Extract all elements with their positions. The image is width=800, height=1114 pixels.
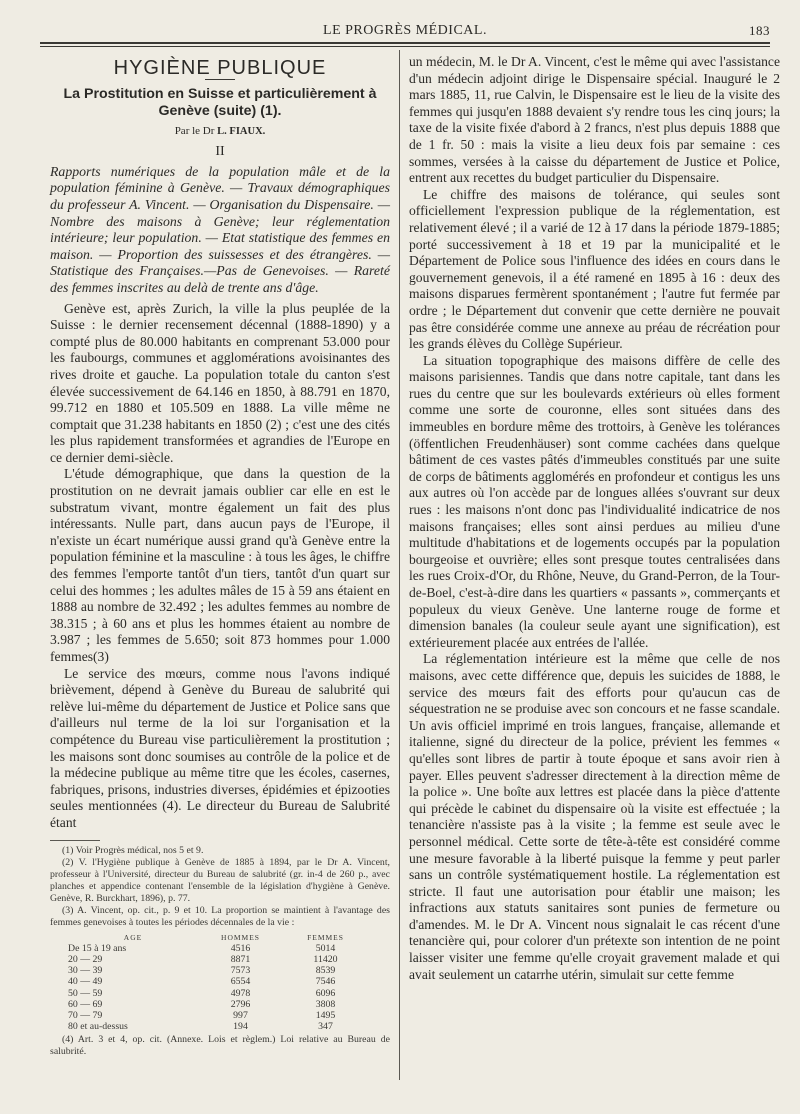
table-row: [68, 999, 368, 1010]
table-header: HOMMES: [221, 932, 260, 942]
table-cell: 4516: [230, 942, 251, 954]
paragraph: La réglementation intérieure est la même que celle de nos maisons, avec cette différence que, depuis les suicides de 1888, le service des mœurs fait des efforts pour qu'aucun cas de séquestration ne se produise avec son concours et ne fasse scandale. Un avis officiel imprimé en trois langues, française, allemande et italienne, signé du directeur de la police, prévient les femmes « qu'elles sont libres de partir à toute époque et sans avoir rien à payer. Elles peuvent s'adresser directement à la direction même de la police ». Une boîte aux lettres est placée dans la pièce d'attente qui précède le cabinet du dispensaire où la visite est effectuée ; la tenancière n'assiste pas à la visite ; la femme est seule avec le personnel médical. Cette sorte de tête-à-tête est considéré comme une mesure favorable à la liberté puisque la femme y peut parler sans un contrôle systématiquement hostile. La réglementation est stricte. Il faut une autorisation pour établir une maison; les infractions aux statuts sanitaires sont punies de fermeture ou d'amendes. M. le Dr A. Vincent nous signalait le cas récent d'une tenancière qui, pour colorer d'un prétexte son intention de ne point laisser visiter une femme qu'elle croyait gravement malade et qui avait seulement un catarrhe utérin, simulait sur cette femme: [409, 651, 780, 982]
table-cell: 80 et au-dessus: [68, 1021, 128, 1033]
table-cell: 8539: [315, 965, 336, 977]
column-divider: [399, 50, 400, 1080]
paragraph: Le service des mœurs, comme nous l'avons indiqué brièvement, dépend à Genève du Bureau de salubrité qui relève lui-même du département de Justice et Police sans que d'ailleurs nul terme de la loi sur l'organisation et la compétence du Bureau vise particulièrement la prostitution ; les maisons sont donc soumises au contrôle de la police et de la médecine publique au même titre que les écoles, casernes, fabriques, prisons, industries diverses, épidémies et épizooties seules mentionnées (4). Le directeur du Bureau de Salubrité étant: [50, 665, 390, 830]
header-rule: [40, 42, 770, 44]
running-title: LE PROGRÈS MÉDICAL.: [323, 23, 487, 38]
abstract: Rapports numériques de la population mâle et de la population féminine à Genève. — Travaux démographiques du professeur A. Vincent. — Organisation du Dispensaire. — Nombre des maisons à Genève; leur réglementation intérieure; leur population. — Etat statistique des femmes en maison. — Proportion des suissesses et des étrangères. — Statistique des Françaises.—Pas de Genevoises. — Rareté des femmes inscrites au delà de trente ans d'âge.: [50, 163, 390, 295]
table-cell: 1495: [315, 1009, 336, 1021]
table-cell: 40 — 49: [68, 976, 103, 988]
table-cell: 7573: [230, 965, 251, 977]
table-cell: 997: [233, 1009, 248, 1021]
table-row: [68, 976, 368, 987]
footnote-4: (4) Art. 3 et 4, op. cit. (Annexe. Lois et règlem.) Loi relative au Bureau de salubrité.: [50, 1034, 390, 1058]
table-cell: De 15 à 19 ans: [68, 942, 127, 954]
table-row: [68, 1021, 368, 1032]
page-number: 183: [749, 23, 770, 38]
header-rule-thin: [40, 46, 770, 47]
footnotes: [50, 845, 390, 1059]
table-cell: 5014: [315, 942, 336, 954]
footnote-1: (1) Voir Progrès médical, nos 5 et 9.: [62, 844, 204, 856]
table-cell: 194: [233, 1021, 248, 1033]
byline: [50, 123, 390, 141]
table-cell: 3808: [315, 998, 336, 1010]
byline-author: L. FIAUX.: [217, 125, 266, 137]
footnote-2: (2) V. l'Hygiène publique à Genève de 1885 à 1894, par le Dr A. Vincent, professeur à l'Université, directeur du Bureau de salubrité (gr. in-4 de 260 p., avec planches et appendice contenant l'ensemble de la législation d'hygiène à Genève. Genève, R. Burckhart, 1896), p. 77.: [50, 856, 390, 904]
table-cell: 20 — 29: [68, 953, 103, 965]
footnote-3: (3) A. Vincent, op. cit., p. 9 et 10. La proportion se maintient à l'avantage des femmes genevoises à toutes les périodes décennales de la vie :: [50, 904, 390, 928]
table-row: [68, 943, 368, 954]
left-column: [50, 54, 390, 1058]
table-cell: 347: [318, 1021, 333, 1033]
table-cell: 6096: [315, 987, 336, 999]
table-cell: 60 — 69: [68, 998, 103, 1010]
article-title: La Prostitution en Suisse et particulièrement à Genève (suite) (1).: [63, 85, 377, 119]
table-header: FEMMES: [307, 932, 344, 942]
paragraph: La situation topographique des maisons diffère de celle des maisons parisiennes. Tandis que dans notre capitale, tant dans les rues du centre que sur les boulevards extérieurs où elles forment comme une sorte de couronne, elles sont situées dans des immeubles en bordure même des trottoirs, à Genève les tolérances (öffentlichen Freudenhäuser) sont comme cachées dans quelque bâtiment de ces vastes pâtés d'immeubles constitués par une suite de corps de bâtiments agglomérés en profondeur et contigus les uns aux autres où l'on accède par de longues allées s'ouvrant sur deux rues : les maisons n'ont donc pas l'individualité indicatrice de nos maisons françaises; elles sont ainsi perdues au milieu d'une multitude d'habitations et de logements occupés par la population bourgeoise et ouvrière; elles sont presque toutes centralisées dans les rues Croix-d'Or, du Rhône, Neuve, du Grand-Perron, de la Tour-de-Boel, c'est-à-dire dans les quartiers « passants », commerçants et populeux du vieux Genève. Une lanterne rouge de forme et dimension banales (la couleur seule ayant une signification), est extérieurement placée aux entrées de l'allée.: [409, 352, 780, 650]
table-row: [68, 954, 368, 965]
table-cell: 7546: [315, 976, 336, 988]
table-cell: 4978: [230, 987, 251, 999]
running-header: [40, 20, 770, 42]
table-cell: 8871: [230, 953, 251, 965]
table-cell: 6554: [230, 976, 251, 988]
table-cell: 2796: [230, 998, 251, 1010]
table-row: [68, 1010, 368, 1021]
table-cell: 11420: [313, 953, 338, 965]
section-title: HYGIÈNE PUBLIQUE: [113, 57, 327, 79]
population-table: [68, 932, 368, 1033]
paragraph: un médecin, M. le Dr A. Vincent, c'est le même qui avec l'assistance d'un médecin adjoint dirige le Dispensaire spécial. Inauguré le 2 mars 1885, 11, rue Calvin, le Dispensaire est le lieu de la visite des femmes qui jusqu'en 1888 devaient s'y rendre tous les cinq jours; la taxe de la visite fixée d'abord à 2 francs, n'est plus depuis 1888 que de 1 fr. 50 : mais la visite a lieu deux fois par semaine : ces sommes, versées à la caisse du département de Justice et Police, entrent aux recettes du budget particulier du Dispensaire.: [409, 54, 780, 186]
table-cell: 50 — 59: [68, 987, 103, 999]
table-row: [68, 965, 368, 976]
paragraph: Le chiffre des maisons de tolérance, qui seules sont officiellement l'expression publique de la réglementation, est relativement élevé ; il a varié de 12 à 17 dans la période 1879-1885; porté successivement à 18 et 19 par la municipalité et le Département de Police sous l'influence des idées en cours dans le gouvernement genevois, il a été ramené en 1895 à 16 : deux des maisons disparues fermèrent spontanément ; l'autre fut fermée par ordre ; le Département dut convenir que cette dernière ne pouvait pas être considérée comme une annexe au préau de récréation pour les grands élèves du Collège Supérieur.: [409, 186, 780, 352]
paragraph: L'étude démographique, que dans la question de la prostitution on ne devrait jamais oublier car elle en est le substratum vivant, montre également un fait des plus intéressants. Nulle part, dans aucun pays de l'Europe, il n'existe un écart numérique aussi grand qu'à Genève entre la population féminine et la masculine : à tous les âges, le chiffre des femmes l'emporte tantôt d'un tiers, tantôt d'un quart sur celui des hommes ; les adultes mâles de 15 à 59 ans étaient en 1888 au nombre de 32.492 ; les adultes femmes au nombre de 38.315 ; à 60 ans et plus les hommes étaient au nombre de 3.987 ; les femmes de 5.650; soit 873 hommes pour 1.000 femmes(3): [50, 466, 390, 664]
paragraph: Genève est, après Zurich, la ville la plus peuplée de la Suisse : le dernier recensement décennal (1888-1890) y a compté plus de 80.000 habitants en comprenant 53.000 pour les faubourgs, communes et agglomérations avoisinantes des rives droite et gauche. La population totale du canton s'est élevée successivement de 64.146 en 1850, à 88.791 en 1870, 99.712 en 1880 et 105.509 en 1888. La ville même ne comptait que 31.238 habitants en 1850 (2) ; c'est une des cités les plus rapidement transformées et agrandies de l'Europe en ce dernier demi-siècle.: [50, 300, 390, 465]
table-header-row: [68, 932, 368, 943]
right-column: [409, 54, 780, 983]
table-row: [68, 988, 368, 999]
section-numeral: II: [215, 144, 225, 160]
table-cell: 30 — 39: [68, 965, 103, 977]
table-cell: 70 — 79: [68, 1009, 103, 1021]
footnote-rule: [50, 840, 100, 841]
byline-prefix: Par le Dr: [174, 124, 215, 137]
table-header: AGE: [123, 932, 143, 942]
